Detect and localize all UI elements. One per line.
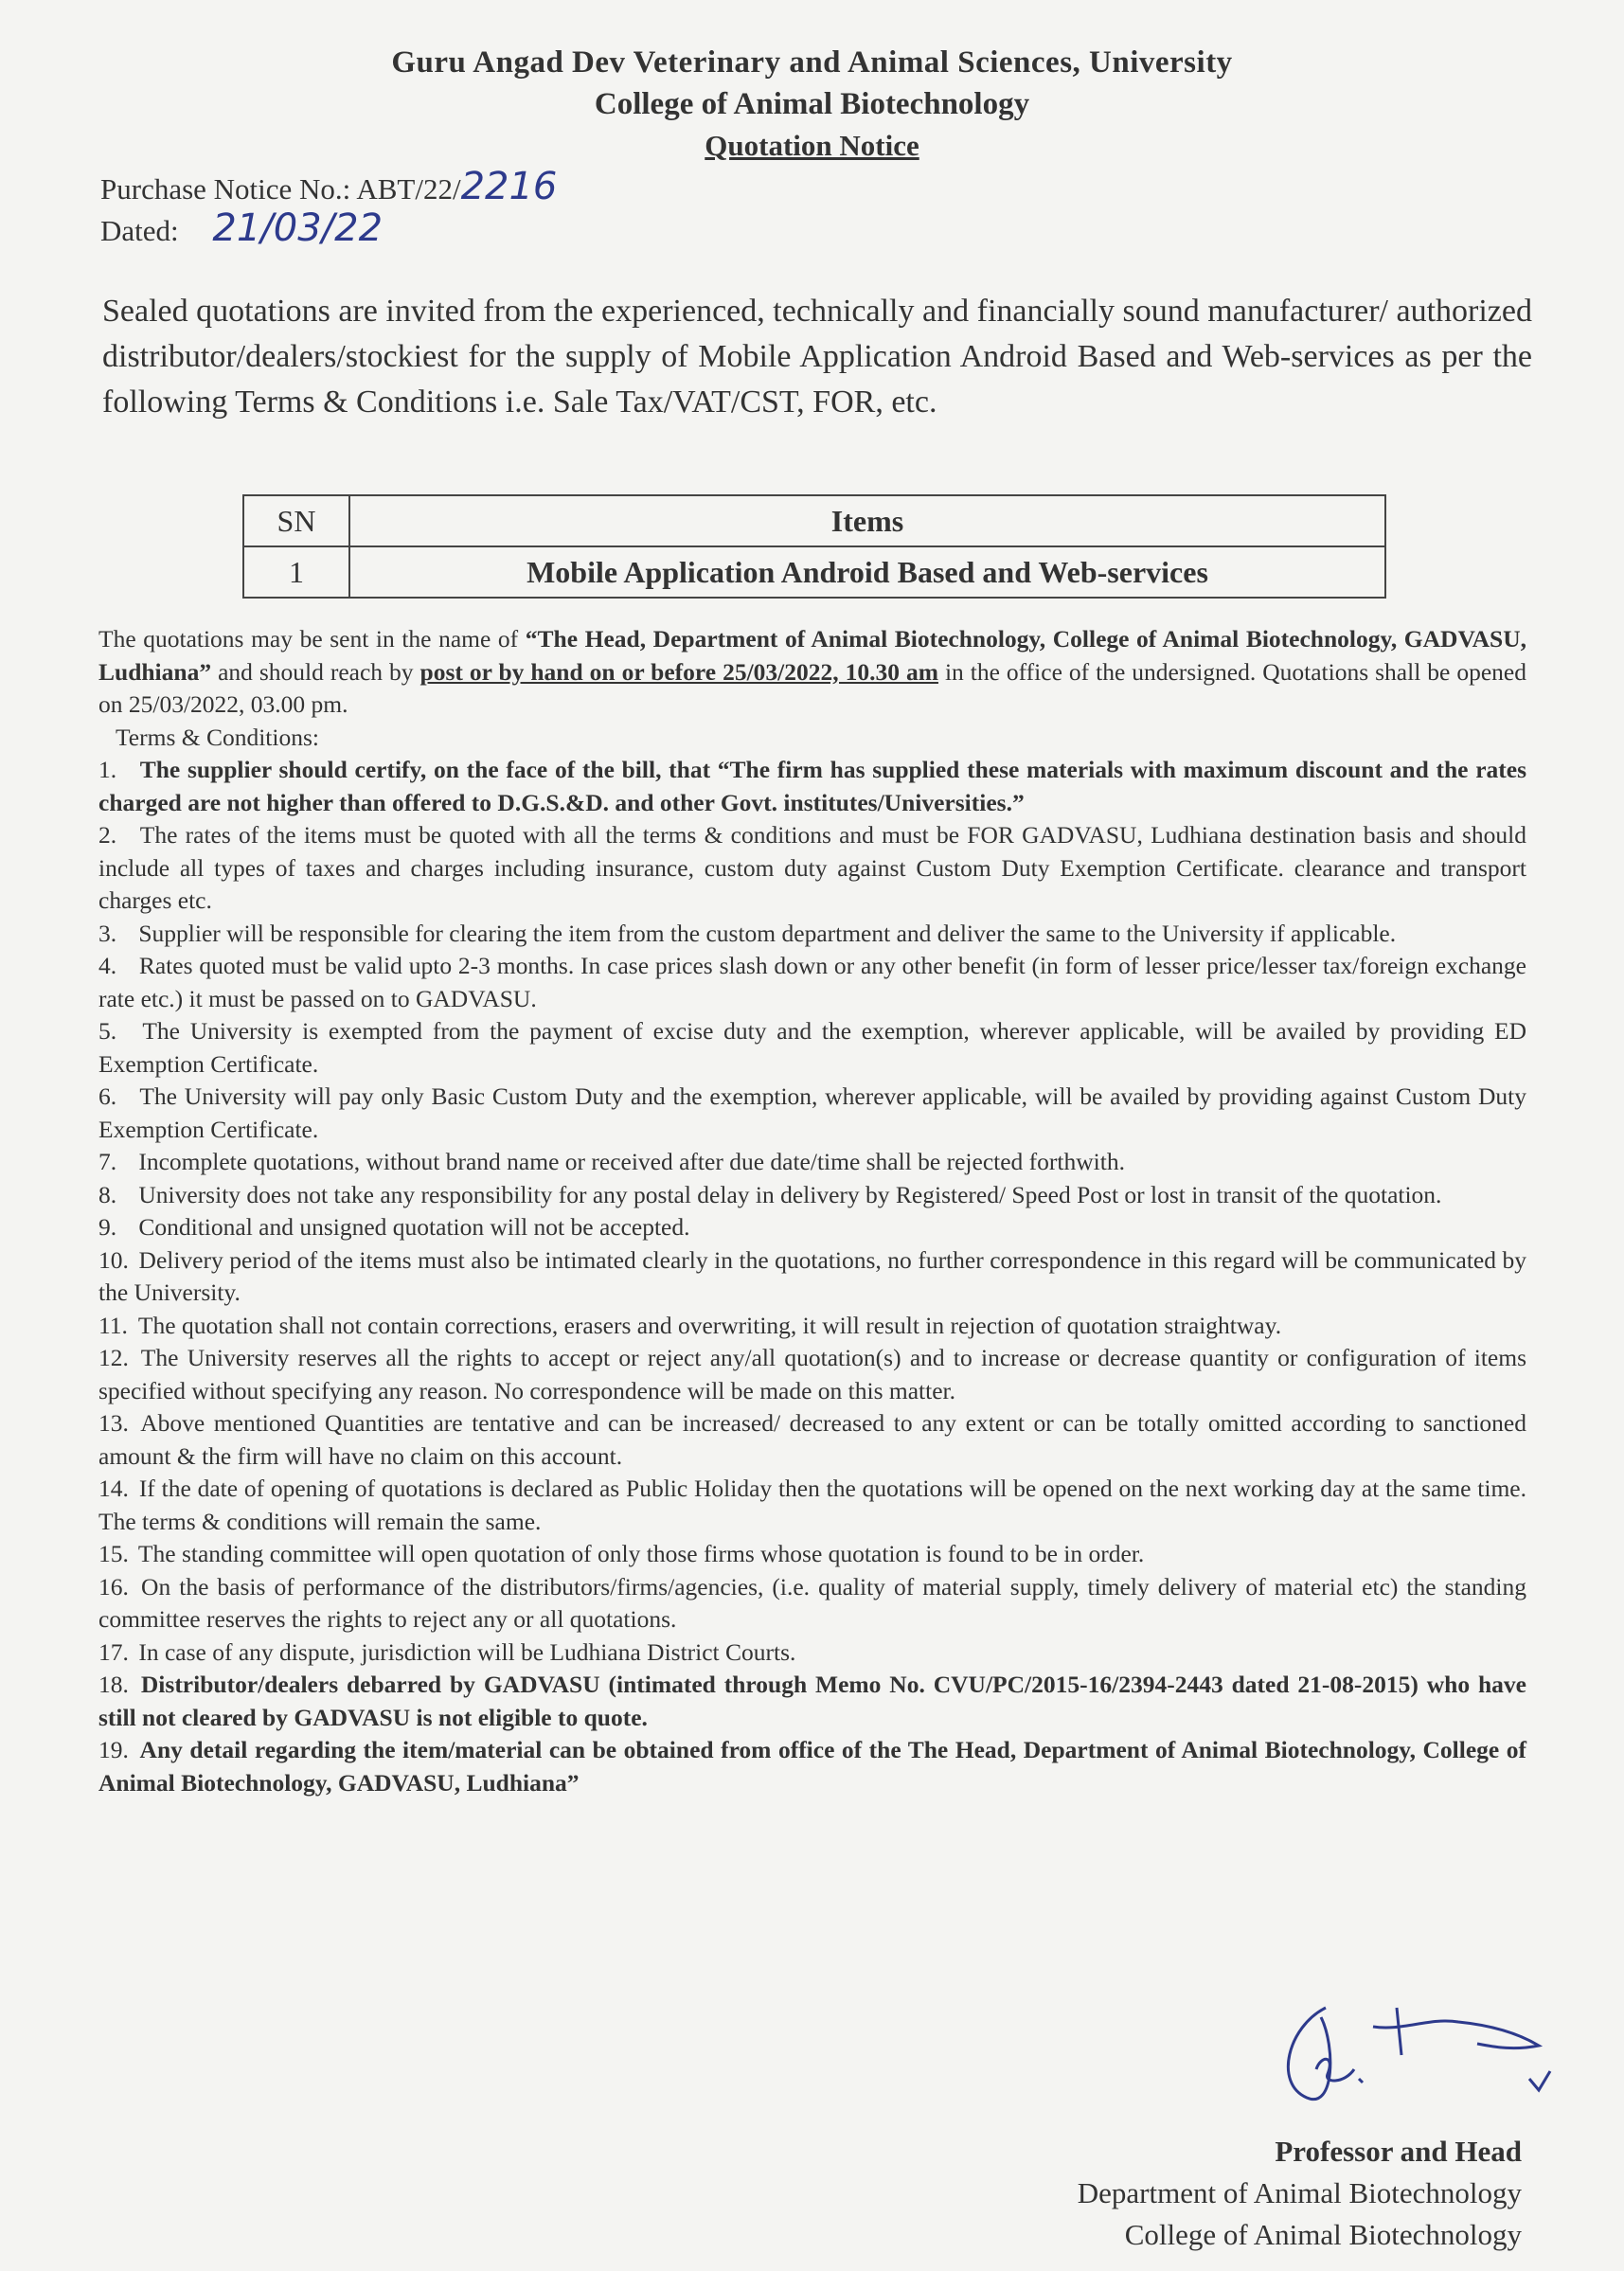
condition-number: 10. bbox=[98, 1245, 129, 1274]
handwritten-date: 21/03/22 bbox=[212, 206, 384, 250]
condition-text: Distributor/dealers debarred by GADVASU (intimated through Memo No. CVU/PC/2015-16/2394-2443 dated 21-08-2015) who have still not cleared by GADVASU is not eligible to quote. bbox=[98, 1671, 1526, 1731]
condition-text: Rates quoted must be valid upto 2-3 months. In case prices slash down or any other benefit (in form of lesser price/lesser tax/foreign exchange rate etc.) it must be passed on to GADVASU. bbox=[98, 952, 1527, 1012]
column-header-items: Items bbox=[349, 495, 1385, 546]
condition-number: 1. bbox=[98, 756, 117, 783]
condition-text: University does not take any responsibility for any postal delay in delivery by Registered/ Speed Post or lost in transit of the quotation. bbox=[138, 1180, 1442, 1208]
condition-number: 15. bbox=[98, 1540, 129, 1567]
condition-text: Above mentioned Quantities are tentative and can be increased/ decreased to any extent or can be totally omitted according to sanctioned amount & the firm will have no claim on this account. bbox=[98, 1409, 1526, 1470]
condition-item bbox=[98, 1211, 1526, 1244]
condition-item bbox=[98, 1538, 1526, 1571]
condition-item bbox=[98, 1669, 1526, 1734]
terms-heading: Terms & Conditions: bbox=[116, 723, 319, 751]
condition-text: The rates of the items must be quoted with all the terms & conditions and must be FOR GADVASU, Ludhiana destination basis and should include all types of taxes and charges including insurance, custom duty against Custom Duty Exemption Certificate. clearance and transport charges etc. bbox=[98, 821, 1526, 914]
condition-number: 3. bbox=[98, 919, 117, 947]
purchase-notice-label: Purchase Notice No.: ABT/22/ bbox=[100, 172, 461, 206]
signatory-title: Professor and Head bbox=[1275, 2135, 1522, 2168]
condition-text: The University is exempted from the payment of excise duty and the exemption, wherever applicable, will be availed by providing ED Exemption Certificate. bbox=[98, 1017, 1526, 1078]
condition-item bbox=[98, 1081, 1526, 1146]
university-name: Guru Angad Dev Veterinary and Animal Sciences, University bbox=[391, 45, 1233, 80]
condition-text: Conditional and unsigned quotation will not be accepted. bbox=[138, 1213, 690, 1241]
condition-number: 16. bbox=[98, 1572, 129, 1600]
notice-date bbox=[100, 206, 383, 250]
purchase-notice-number bbox=[100, 165, 557, 208]
condition-item bbox=[98, 1342, 1526, 1407]
condition-number: 9. bbox=[98, 1213, 117, 1241]
condition-number: 14. bbox=[98, 1475, 129, 1502]
notice-body bbox=[98, 623, 1526, 1799]
signatory-college: College of Animal Biotechnology bbox=[1124, 2218, 1522, 2251]
condition-item bbox=[98, 754, 1526, 819]
items-table bbox=[242, 494, 1386, 599]
submission-paragraph bbox=[98, 623, 1526, 722]
condition-number: 6. bbox=[98, 1082, 117, 1110]
handwritten-signature bbox=[1269, 1989, 1553, 2131]
condition-text: The supplier should certify, on the face of the bill, that “The firm has supplied these materials with maximum discount and the rates charged are not higher than offered to D.G.S.&D. and other Govt. institutes/Universities.” bbox=[98, 756, 1527, 816]
condition-text: Any detail regarding the item/material can be obtained from office of the The Head, Department of Animal Biotechnology, College of Animal Biotechnology, GADVASU, Ludhiana” bbox=[98, 1736, 1526, 1797]
condition-item bbox=[98, 1636, 1526, 1670]
handwritten-notice-number: 2216 bbox=[460, 165, 558, 208]
condition-item bbox=[98, 1146, 1526, 1179]
condition-text: The University reserves all the rights to accept or reject any/all quotation(s) and to increase or decrease quantity or configuration of items specified without specifying any reason. No correspondence will be made on this matter. bbox=[98, 1344, 1526, 1404]
condition-number: 2. bbox=[98, 821, 117, 849]
condition-text: On the basis of performance of the distributors/firms/agencies, (i.e. quality of material supply, timely delivery of material etc) the standing committee reserves the rights to reject any or all quotations. bbox=[98, 1572, 1527, 1633]
submission-text: in the office of the undersigned. Quotations shall be opened on 25/03/2022, 03.00 pm. bbox=[98, 657, 1526, 718]
signatory-block bbox=[1078, 2131, 1522, 2256]
deadline: post or by hand on or before 25/03/2022, 10.30 am bbox=[419, 657, 938, 686]
condition-number: 11. bbox=[98, 1311, 128, 1339]
condition-item bbox=[98, 918, 1526, 951]
condition-number: 19. bbox=[98, 1736, 129, 1763]
condition-number: 13. bbox=[98, 1409, 129, 1437]
condition-item bbox=[98, 1571, 1526, 1636]
condition-text: The quotation shall not contain corrections, erasers and overwriting, it will result in rejection of quotation straightway. bbox=[137, 1311, 1282, 1339]
items-table-header bbox=[243, 495, 1385, 546]
condition-item bbox=[98, 1310, 1526, 1343]
column-header-sn: SN bbox=[243, 495, 349, 546]
condition-item bbox=[98, 819, 1526, 918]
condition-text: The standing committee will open quotation of only those firms whose quotation is found to be in order. bbox=[137, 1540, 1145, 1567]
signatory-department: Department of Animal Biotechnology bbox=[1077, 2176, 1522, 2209]
dated-label: Dated: bbox=[100, 214, 179, 247]
conditions-list bbox=[98, 754, 1526, 1799]
table-row bbox=[243, 546, 1385, 598]
condition-item bbox=[98, 1179, 1526, 1212]
condition-text: The University will pay only Basic Custom Duty and the exemption, wherever applicable, will be availed by providing against Custom Duty Exemption Certificate. bbox=[98, 1082, 1526, 1143]
condition-number: 12. bbox=[98, 1344, 129, 1371]
condition-number: 8. bbox=[98, 1180, 117, 1208]
condition-text: In case of any dispute, jurisdiction will be Ludhiana District Courts. bbox=[138, 1637, 796, 1666]
college-name: College of Animal Biotechnology bbox=[594, 87, 1030, 121]
condition-number: 7. bbox=[98, 1148, 117, 1175]
condition-text: Incomplete quotations, without brand name or received after due date/time shall be rejected forthwith. bbox=[138, 1148, 1125, 1175]
condition-item bbox=[98, 1407, 1526, 1473]
item-name: Mobile Application Android Based and Web-services bbox=[349, 546, 1385, 598]
condition-number: 4. bbox=[98, 952, 117, 979]
addressee: “The Head, Department of Animal Biotechnology, College of Animal Biotechnology, GADVASU, Ludhiana” bbox=[98, 625, 1526, 686]
condition-number: 18. bbox=[98, 1671, 129, 1698]
submission-text: and should reach by bbox=[211, 657, 420, 686]
condition-text: Supplier will be responsible for clearing the item from the custom department and deliver the same to the University if applicable. bbox=[138, 919, 1397, 947]
condition-item bbox=[98, 950, 1526, 1015]
condition-text: If the date of opening of quotations is declared as Public Holiday then the quotations will be opened on the next working day at the same time. The terms & conditions will remain the same. bbox=[98, 1475, 1526, 1535]
condition-number: 17. bbox=[98, 1637, 129, 1666]
item-sn: 1 bbox=[243, 546, 349, 598]
condition-text: Delivery period of the items must also be intimated clearly in the quotations, no further correspondence in this regard will be communicated by the University. bbox=[98, 1245, 1527, 1306]
condition-item bbox=[98, 1015, 1526, 1081]
intro-paragraph: Sealed quotations are invited from the experienced, technically and financially sound manufacturer/ authorized distributor/dealers/stockiest for the supply of Mobile Application Android Based and Web-services as per the following Terms & Conditions i.e. Sale Tax/VAT/CST, FOR, etc. bbox=[102, 294, 1532, 420]
condition-item bbox=[98, 1473, 1526, 1538]
notice-title: Quotation Notice bbox=[705, 129, 919, 162]
condition-item bbox=[98, 1244, 1526, 1310]
submission-text: The quotations may be sent in the name of bbox=[98, 625, 526, 653]
condition-number: 5. bbox=[98, 1017, 117, 1045]
condition-item bbox=[98, 1734, 1526, 1799]
